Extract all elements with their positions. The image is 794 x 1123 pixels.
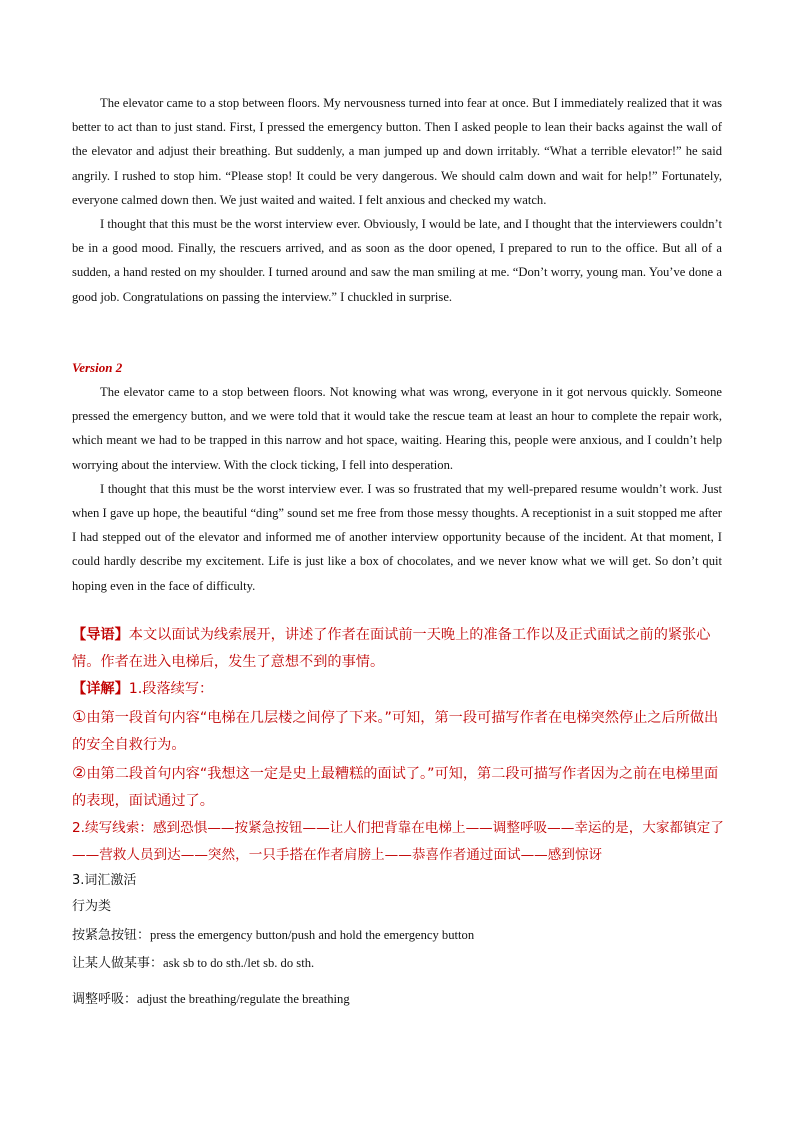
- intro-tag: 【导语】: [72, 627, 129, 643]
- vocab-item: [72, 954, 314, 973]
- vocab-item: [72, 990, 350, 1009]
- vocab-item-en: ask sb to do sth./let sb. do sth.: [163, 956, 315, 970]
- vocab-category: 行为类: [72, 899, 112, 914]
- vocab-heading: 3.词汇激活: [72, 873, 137, 888]
- vocab-item-en: adjust the breathing/regulate the breathing: [137, 992, 350, 1006]
- intro-text: 本文以面试为线索展开，讲述了作者在面试前一天晚上的准备工作以及正式面试之前的紧张心情。作者在进入电梯后，发生了意想不到的事情。: [72, 627, 711, 670]
- vocab-item: [72, 926, 474, 945]
- point-1-text: 由第一段首句内容“电梯在几层楼之间停了下来。”可知，第一段可描写作者在电梯突然停止之后所做出的安全自救行为。: [72, 710, 719, 753]
- point-1: [72, 703, 727, 759]
- version2-essay: [72, 380, 722, 598]
- vocab-item-cn: 调整呼吸：: [72, 992, 138, 1007]
- point-2: [72, 759, 727, 815]
- version2-paragraph-1: The elevator came to a stop between floors. Not knowing what was wrong, everyone in it got nervous quickly. Someone pressed the emergency button, and we were told that it would take the rescue team at least an hour to complete the repair work, which meant we had to be trapped in this narrow and hot space, waiting. Hearing this, people were anxious, and I couldn’t help worrying about the interview. With the clock ticking, I fell into desperation.: [72, 385, 722, 472]
- version2-paragraph-2: I thought that this must be the worst interview ever. I was so frustrated that my well-prepared resume wouldn’t work. Just when I gave up hope, the beautiful “ding” sound set me free from those messy thoughts. A receptionist in a suit stopped me after I had stepped out of the elevator and informed me of another interview opportunity because of the incident. At that moment, I could hardly describe my excitement. Life is just like a box of chocolates, and we never know what we will get. So don’t quit hoping even in the face of difficulty.: [72, 481, 722, 593]
- writing-clues: 2.续写线索：感到恐惧——按紧急按钮——让人们把背靠在电梯上——调整呼吸——幸运的是，大家都镇定了——营救人员到达——突然，一只手搭在作者肩膀上——恭喜作者通过面试——感到惊讶: [72, 820, 724, 863]
- detail-heading: 1.段落续写：: [128, 681, 214, 697]
- analysis-section: [72, 622, 727, 869]
- point-1-number: ①: [72, 707, 87, 726]
- version2-heading: Version 2: [72, 360, 123, 375]
- detail-tag: 【详解】: [72, 681, 129, 697]
- detail-block: [72, 676, 727, 703]
- version1-essay: [72, 91, 722, 309]
- point-2-number: ②: [72, 763, 87, 782]
- vocab-item-cn: 按紧急按钮：: [72, 928, 151, 943]
- version1-paragraph-1: The elevator came to a stop between floors. My nervousness turned into fear at once. But I immediately realized that it was better to act than to just stand. First, I pressed the emergency button. Then I asked people to lean their backs against the wall of the elevator and adjust their breathing. But suddenly, a man jumped up and down irritably. “What a terrible elevator!” he said angrily. I rushed to stop him. “Please stop! It could be very dangerous. We should calm down and wait for help!” Fortunately, everyone calmed down then. We just waited and waited. I felt anxious and checked my watch.: [72, 96, 722, 207]
- vocab-item-cn: 让某人做某事：: [72, 956, 164, 971]
- intro-block: [72, 622, 727, 676]
- point-2-text: 由第二段首句内容“我想这一定是史上最糟糕的面试了。”可知，第二段可描写作者因为之前在电梯里面的表现，面试通过了。: [72, 766, 719, 809]
- vocab-item-en: press the emergency button/push and hold the emergency button: [150, 928, 475, 942]
- version1-paragraph-2: I thought that this must be the worst interview ever. Obviously, I would be late, and I thought that the interviewers couldn’t be in a good mood. Finally, the rescuers arrived, and as soon as the door opened, I prepared to run to the office. But all of a sudden, a hand rested on my shoulder. I turned around and saw the man smiling at me. “Don’t worry, young man. You’ve done a good job. Congratulations on passing the interview.” I chuckled in surprise.: [72, 217, 722, 304]
